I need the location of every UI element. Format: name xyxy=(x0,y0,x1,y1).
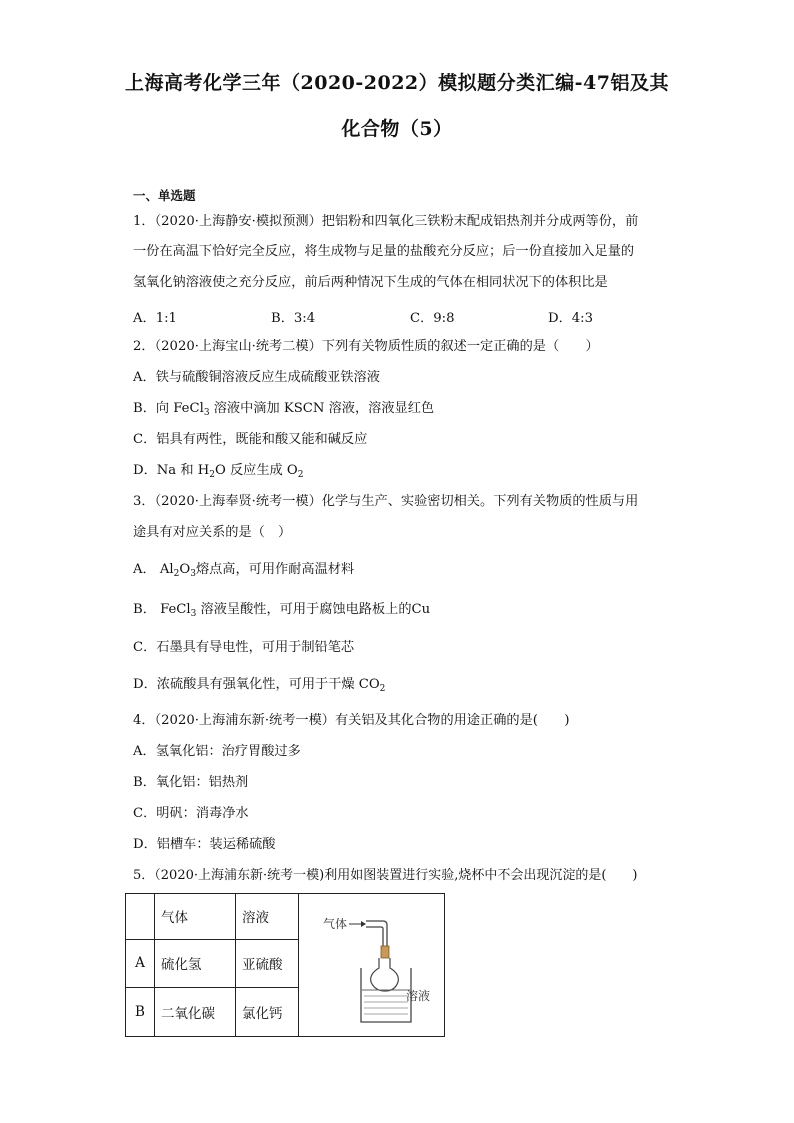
q3-option-d: D．浓硫酸具有强氧化性，可用于干燥 $CO_2$ xyxy=(133,677,386,694)
q1-line2: 一份在高温下恰好完全反应，将生成物与足量的盐酸充分反应；后一份直接加入足量的 xyxy=(133,244,635,259)
q4-option-d: D．铝槽车：装运稀硫酸 xyxy=(133,837,276,852)
q3-option-c: C．石墨具有导电性，可用于制铅笔芯 xyxy=(133,640,355,655)
header-cell-solution: 溶液 xyxy=(236,894,299,940)
doc-title-line2: 化合物（5） xyxy=(341,118,453,140)
q3-line1: 3．（2020·上海奉贤·统考一模）化学与生产、实验密切相关。下列有关物质的性质与用 xyxy=(133,494,639,509)
header-cell-empty xyxy=(126,894,155,940)
arrow-head-icon xyxy=(361,921,366,927)
q1-option-c: C．9:8 xyxy=(410,311,455,326)
q1-option-b: B．3:4 xyxy=(271,311,316,326)
q4-option-c: C．明矾：消毒净水 xyxy=(133,806,249,821)
q1-line3: 氢氧化钠溶液使之充分反应，前后两种情况下生成的气体在相同状况下的体积比是 xyxy=(133,275,608,290)
q5-stem: 5．（2020·上海浦东新·统考一模)利用如图装置进行实验,烧杯中不会出现沉淀的是( ) xyxy=(133,868,638,883)
row-solution: 氯化钙 xyxy=(236,988,299,1037)
liquid-hatching xyxy=(364,996,408,1014)
q4-option-a: A．氢氧化铝：治疗胃酸过多 xyxy=(133,744,301,759)
q3-line2: 途具有对应关系的是（ ） xyxy=(133,525,292,540)
apparatus-figure-cell xyxy=(299,894,445,1037)
figure-gas-label: 气体 xyxy=(323,917,348,931)
q4-option-b: B．氧化铝：铝热剂 xyxy=(133,775,249,790)
q1-line1: 1．（2020·上海静安·模拟预测）把铝粉和四氧化三铁粉末配成铝热剂并分成两等份，前 xyxy=(133,214,639,229)
row-solution: 亚硫酸 xyxy=(236,939,299,988)
q2-option-b: B．向 FeCl$_3$ 溶液中滴加 KSCN 溶液，溶液显红色 xyxy=(133,401,435,418)
section-heading: 一、单选题 xyxy=(133,188,196,203)
figure-solution-label: 溶液 xyxy=(406,989,431,1003)
q3-option-a: A． $Al_2O_3$熔点高，可用作耐高温材料 xyxy=(133,562,355,579)
inverted-funnel xyxy=(371,958,399,991)
row-label: B xyxy=(126,988,155,1037)
q2-option-d: D．Na 和 $H_2O$ 反应生成 $O_2$ xyxy=(133,463,304,480)
tube-connector xyxy=(381,946,389,958)
q2-option-c: C．铝具有两性，既能和酸又能和碱反应 xyxy=(133,432,368,447)
q1-option-a: A．1:1 xyxy=(133,311,177,326)
row-label: A xyxy=(126,939,155,988)
row-gas: 二氧化碳 xyxy=(155,988,236,1037)
q4-stem: 4．（2020·上海浦东新·统考一模）有关铝及其化合物的用途正确的是( ) xyxy=(133,713,570,728)
apparatus-diagram xyxy=(299,894,444,1032)
q1-option-d: D．4:3 xyxy=(548,311,593,326)
row-gas: 硫化氢 xyxy=(155,939,236,988)
q2-option-a: A．铁与硫酸铜溶液反应生成硫酸亚铁溶液 xyxy=(133,370,380,385)
q2-stem: 2．（2020·上海宝山·统考二模）下列有关物质性质的叙述一定正确的是（ ） xyxy=(133,339,599,354)
doc-title-line1: 上海高考化学三年（2020-2022）模拟题分类汇编-47铝及其 xyxy=(125,72,669,94)
header-cell-gas: 气体 xyxy=(155,894,236,940)
q5-table xyxy=(125,893,445,1037)
q3-option-b: B． FeCl$_3$ 溶液呈酸性，可用于腐蚀电路板上的Cu xyxy=(133,602,431,619)
table-header-row xyxy=(126,894,445,940)
